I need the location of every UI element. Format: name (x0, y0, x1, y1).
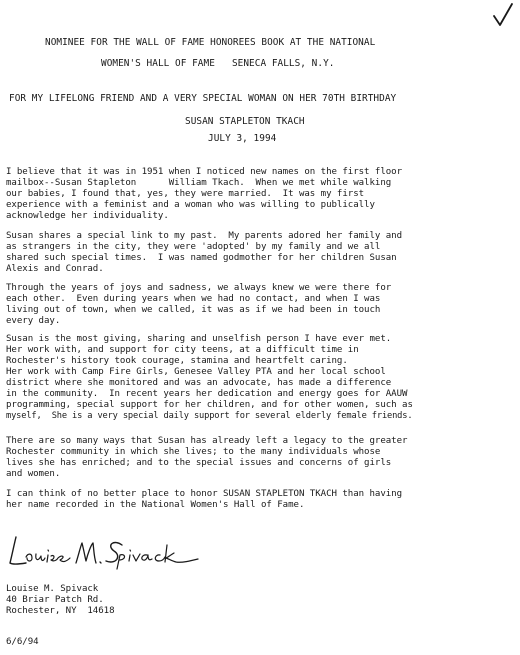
body-line: our babies, I found that, yes, they were married. It was my first (6, 189, 365, 199)
honoree-name: SUSAN STAPLETON TKACH (185, 116, 305, 127)
body-line: Her work with Camp Fire Girls, Genesee Valley PTA and her local school (6, 367, 386, 377)
signer-name: Louise M. Spivack (6, 584, 99, 594)
body-line: experience with a feminist and a woman who was willing to publically (6, 200, 375, 210)
body-line: Rochester's history took courage, stamina and heartfelt caring. (6, 356, 348, 366)
dedication-line: FOR MY LIFELONG FRIEND AND A VERY SPECIAL WOMAN ON HER 70TH BIRTHDAY (9, 93, 397, 104)
body-line: I believe that it was in 1951 when I noticed new names on the first floor (6, 167, 403, 177)
body-line: living out of town, when we called, it was as if we had been in touch (6, 305, 381, 315)
body-line: mailbox--Susan Stapleton William Tkach. When we met while walking (6, 178, 392, 188)
body-line: Her work with, and support for city teens, at a difficult time in (6, 345, 359, 355)
footer-date: 6/6/94 (6, 637, 39, 647)
body-line: There are so many ways that Susan has already left a legacy to the greater (6, 436, 408, 446)
body-line: in the community. In recent years her dedication and energy goes for AAUW (6, 389, 408, 399)
body-line: myself, She is a very special daily support for several elderly female friends. (6, 411, 413, 421)
signer-address-line-1: 40 Briar Patch Rd. (6, 595, 104, 605)
header-line-2: WOMEN'S HALL OF FAME SENECA FALLS, N.Y. (101, 58, 335, 69)
body-line: district where she monitored and was an advocate, has made a difference (6, 378, 392, 388)
body-line: each other. Even during years when we had no contact, and when I was (6, 294, 381, 304)
body-line: Through the years of joys and sadness, we always knew we were there for (6, 283, 392, 293)
signer-address-line-2: Rochester, NY 14618 (6, 606, 115, 616)
body-line: I can think of no better place to honor SUSAN STAPLETON TKACH than having (6, 489, 403, 499)
handwritten-signature (4, 533, 204, 571)
body-line: Susan shares a special link to my past. My parents adored her family and (6, 231, 403, 241)
letter-date: JULY 3, 1994 (208, 133, 277, 144)
body-line: her name recorded in the National Women's Hall of Fame. (6, 500, 305, 510)
body-line: Rochester community in which she lives; to the many individuals whose (6, 447, 381, 457)
body-line: as strangers in the city, they were 'adopted' by my family and we all (6, 242, 381, 252)
body-line: every day. (6, 316, 61, 326)
body-line: acknowledge her individuality. (6, 211, 169, 221)
check-mark-icon (492, 2, 514, 28)
body-line: lives she has enriched; and to the special issues and concerns of girls (6, 458, 392, 468)
body-line: Susan is the most giving, sharing and unselfish person I have ever met. (6, 334, 392, 344)
body-line: programming, special support for her children, and for other women, such as (6, 400, 413, 410)
body-line: and women. (6, 469, 61, 479)
header-line-1: NOMINEE FOR THE WALL OF FAME HONOREES BOOK AT THE NATIONAL (45, 37, 376, 48)
body-line: shared such special times. I was named godmother for her children Susan (6, 253, 397, 263)
body-line: Alexis and Conrad. (6, 264, 104, 274)
